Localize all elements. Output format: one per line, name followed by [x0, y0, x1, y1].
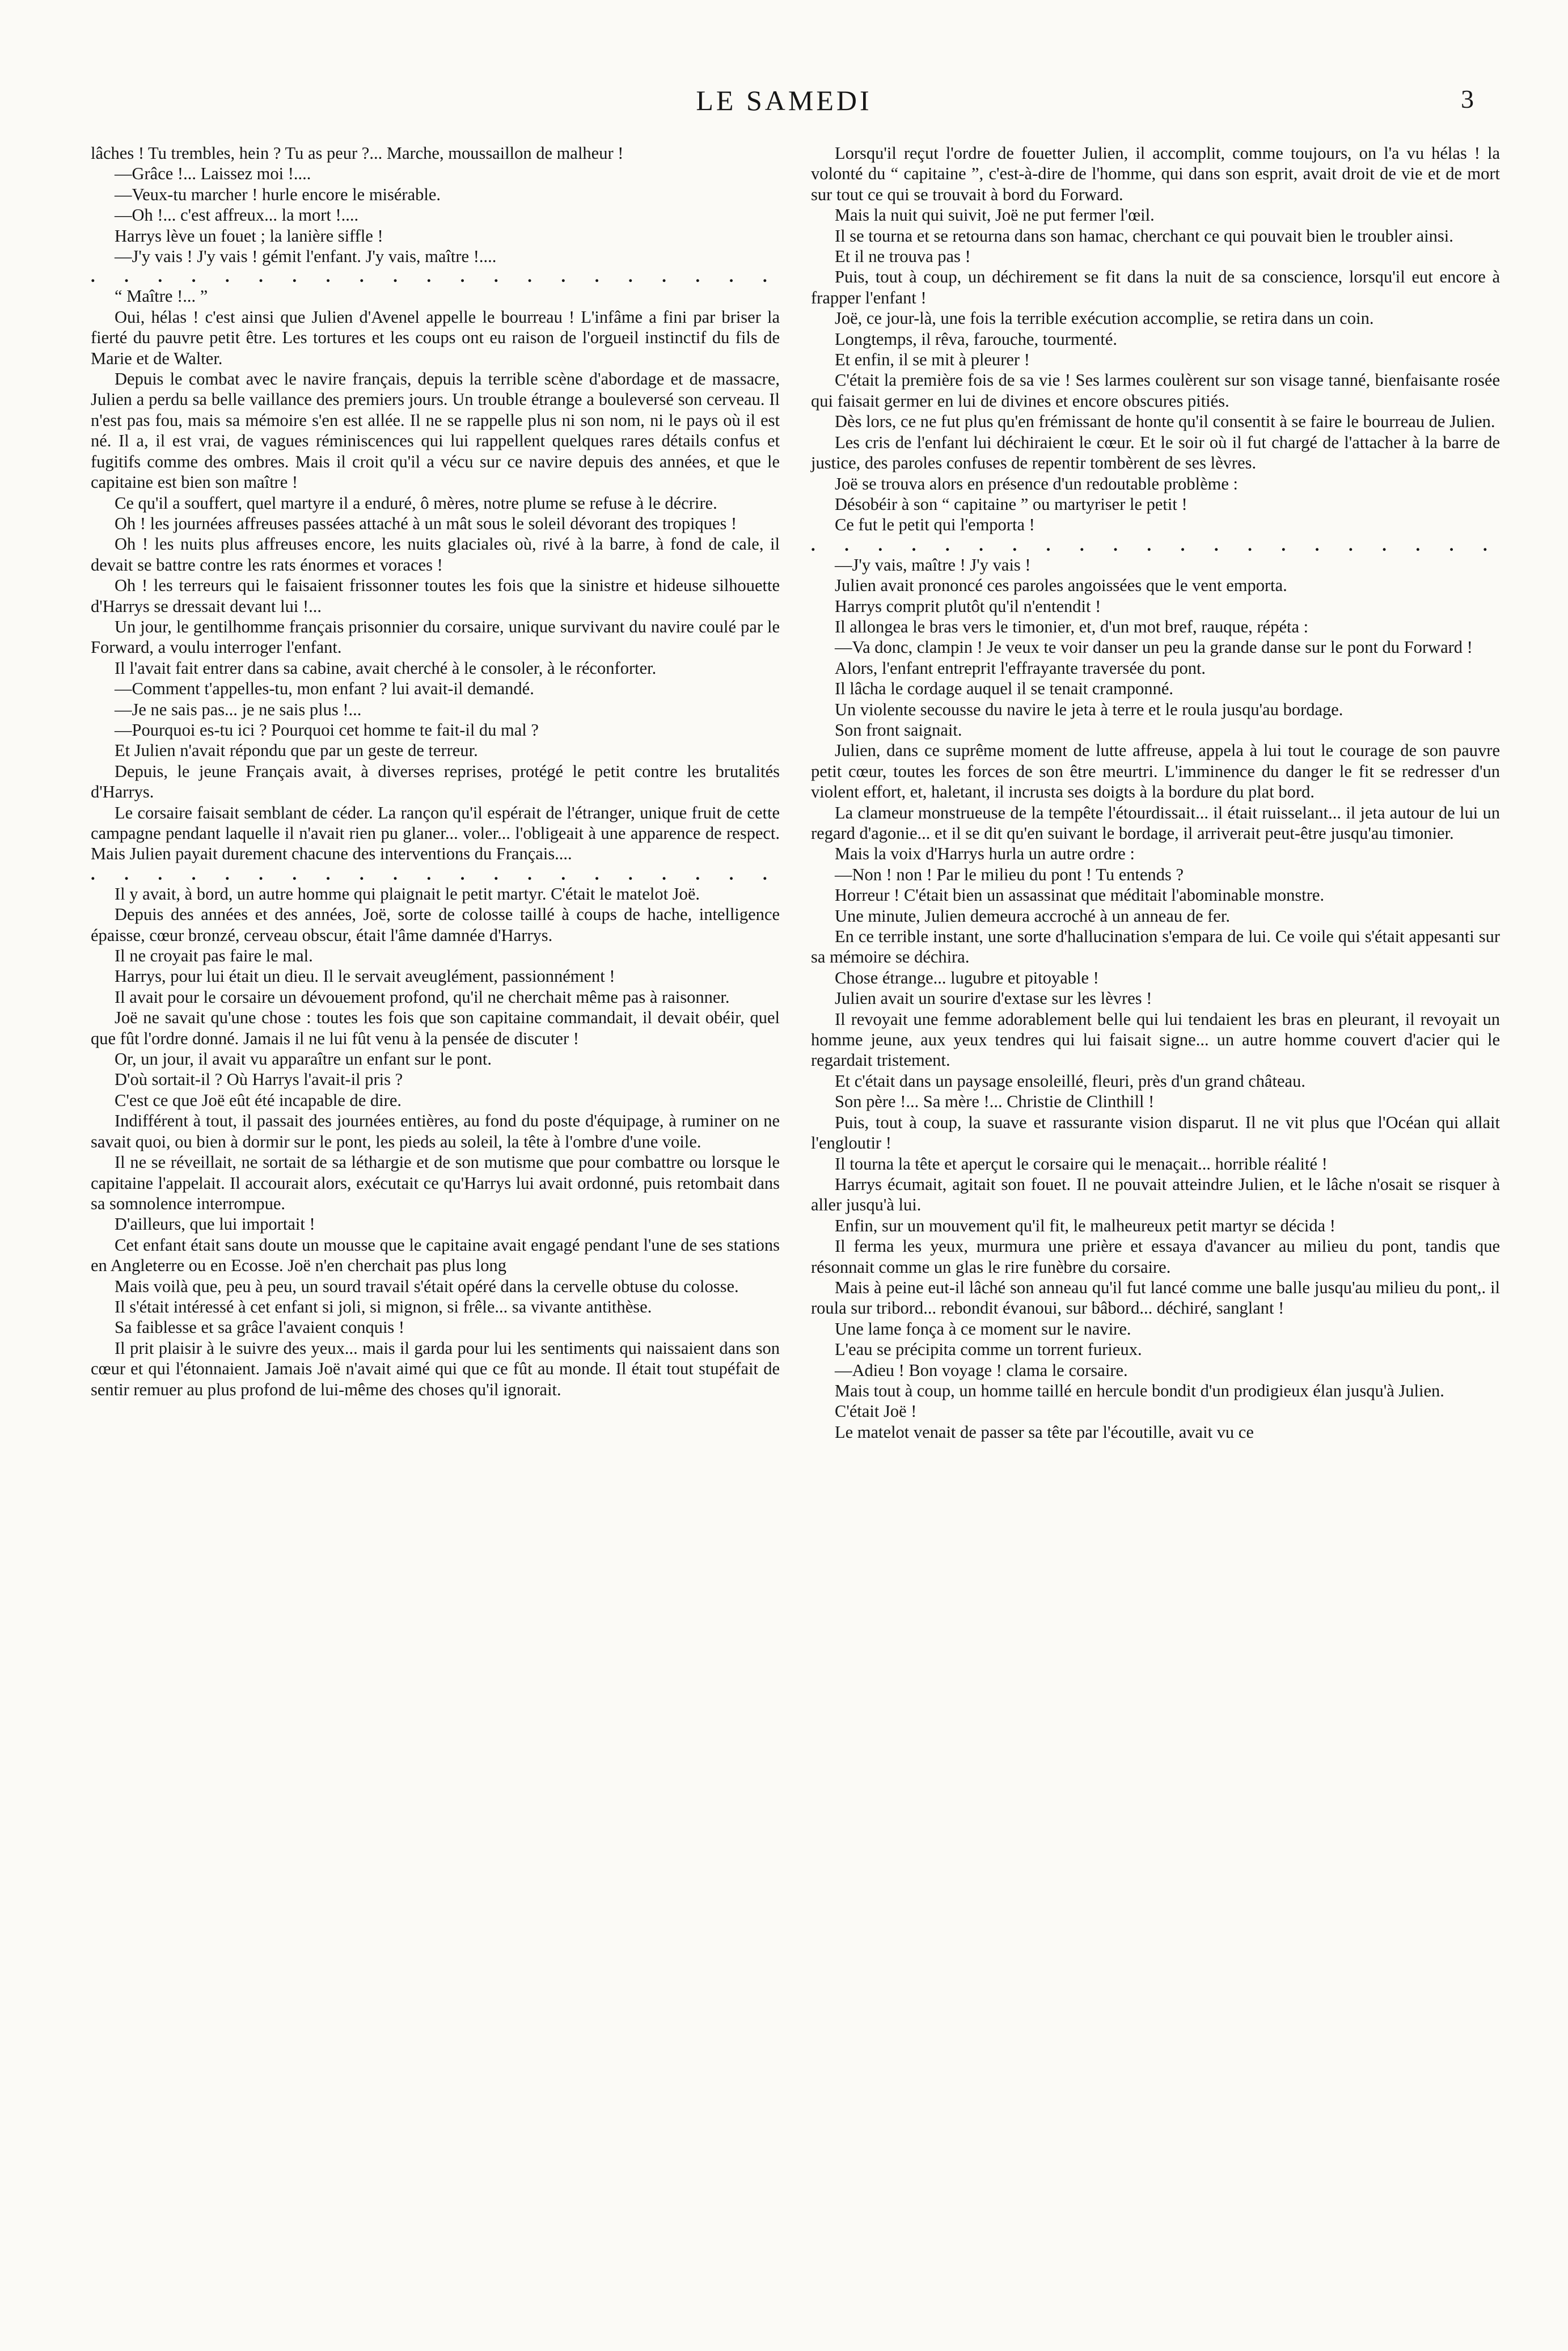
paragraph: Oui, hélas ! c'est ainsi que Julien d'Avenel appelle le bourreau ! L'infâme a fini par briser la fierté du pauvre petit être. Les tortures et les coups ont eu raison de l'orgueil instinctif du fils de Marie et de Walter. — [91, 307, 780, 368]
paragraph: C'est ce que Joë eût été incapable de dire. — [115, 1090, 401, 1110]
paragraph: Les cris de l'enfant lui déchiraient le cœur. Et le soir où il fut chargé de l'attacher à la barre de justice, des paroles confuses de repentir tombèrent de ses lèvres. — [811, 432, 1500, 473]
paragraph: Il allongea le bras vers le timonier, et, d'un mot bref, rauque, répéta : — [835, 617, 1309, 636]
paragraph: D'ailleurs, que lui importait ! — [115, 1214, 315, 1234]
paragraph: Sa faiblesse et sa grâce l'avaient conquis ! — [115, 1318, 405, 1337]
paragraph: —Va donc, clampin ! Je veux te voir danser un peu la grande danse sur le pont du Forward ! — [835, 638, 1473, 657]
paragraph: Puis, tout à coup, la suave et rassurante vision disparut. Il ne vit plus que l'Océan qui allait l'engloutir ! — [811, 1112, 1500, 1153]
section-separator — [811, 535, 1500, 555]
paragraph: —J'y vais, maître ! J'y vais ! — [835, 555, 1031, 575]
paragraph: Harrys, pour lui était un dieu. Il le servait aveuglément, passionnément ! — [115, 966, 615, 986]
paragraph: Il ne se réveillait, ne sortait de sa léthargie et de son mutisme que pour combattre ou lorsque le capitaine l'appelait. Il accourait alors, exécutait ce qu'Harrys lui avait ordonné, puis retombait dans sa somnolence interrompue. — [91, 1153, 780, 1213]
paragraph: Mais la nuit qui suivit, Joë ne put fermer l'œil. — [835, 205, 1155, 225]
paragraph: Une lame fonça à ce moment sur le navire. — [835, 1319, 1131, 1339]
paragraph: —Je ne sais pas... je ne sais plus !... — [115, 699, 362, 719]
paragraph: —J'y vais ! J'y vais ! gémit l'enfant. J'y vais, maître !.... — [115, 247, 497, 267]
paragraph: Depuis le combat avec le navire français, depuis la terrible scène d'abordage et de massacre, Julien a perdu sa belle vaillance des premiers jours. Un trouble étrange a bouleversé son cerveau. Il n'est pas fou, mais sa mémoire s'en est allée. Il ne se rappelle plus ni son nom, ni le pays où il est né. Il a, il est vrai, de vagues réminiscences qui lui rappellent quelques rares détails confus et fugitifs comme des ombres. Mais il croit qu'il a vécu sur ce navire depuis des années, et que le capitaine est bien son maître ! — [91, 369, 780, 492]
paragraph: Ce fut le petit qui l'emporta ! — [835, 515, 1035, 535]
section-separator — [91, 267, 780, 286]
paragraph: —Adieu ! Bon voyage ! clama le corsaire. — [835, 1360, 1128, 1380]
paragraph: Oh ! les terreurs qui le faisaient frissonner toutes les fois que la sinistre et hideuse silhouette d'Harrys se dressait devant lui !... — [91, 576, 780, 616]
paragraph: Oh ! les journées affreuses passées attaché à un mât sous le soleil dévorant des tropiques ! — [115, 513, 737, 533]
paragraph: D'où sortait-il ? Où Harrys l'avait-il pris ? — [115, 1070, 403, 1090]
paragraph: lâches ! Tu trembles, hein ? Tu as peur ?... Marche, moussaillon de malheur ! — [91, 143, 624, 163]
paragraph: Et Julien n'avait répondu que par un geste de terreur. — [115, 741, 478, 761]
paragraph: Oh ! les nuits plus affreuses encore, les nuits glaciales où, rivé à la barre, à fond de cale, il devait se battre contre les rats énormes et voraces ! — [91, 534, 780, 575]
paragraph: Il avait pour le corsaire un dévouement profond, qu'il ne cherchait même pas à raisonner. — [115, 987, 730, 1007]
paragraph: —Non ! non ! Par le milieu du pont ! Tu entends ? — [835, 864, 1184, 884]
paragraph: Mais à peine eut-il lâché son anneau qu'il fut lancé comme une balle jusqu'au milieu du pont,. il roula sur tribord... rebondit évanoui, sur bâbord... déchiré, sanglant ! — [811, 1277, 1500, 1318]
paragraph: Julien avait prononcé ces paroles angoissées que le vent emporta. — [835, 576, 1287, 596]
paragraph: Un violente secousse du navire le jeta à terre et le roula jusqu'au bordage. — [835, 699, 1343, 719]
paragraph: C'était la première fois de sa vie ! Ses larmes coulèrent sur son visage tanné, bienfaisante rosée qui faisait germer en lui de divines et encore obscures pitiés. — [811, 370, 1500, 411]
paragraph: Un jour, le gentilhomme français prisonnier du corsaire, unique survivant du navire coulé par le Forward, a voulu interroger l'enfant. — [91, 617, 780, 657]
left-text-column — [91, 143, 780, 1400]
paragraph: Il revoyait une femme adorablement belle qui lui tendaient les bras en pleurant, il revoyait un homme jeune, aux yeux tendres qui lui faisait signe... un autre homme couvert d'acier qui le regardait tristement. — [811, 1009, 1500, 1070]
paragraph: Le corsaire faisait semblant de céder. La rançon qu'il espérait de l'étranger, unique fruit de cette campagne pendant laquelle il n'avait rien pu glaner... voler... l'obligeait à une apparence de respect. Mais Julien payait durement chacune des interventions du Français.... — [91, 803, 780, 864]
paragraph: Or, un jour, il avait vu apparaître un enfant sur le pont. — [115, 1049, 492, 1069]
paragraph: Lorsqu'il reçut l'ordre de fouetter Julien, il accomplit, comme toujours, on l'a vu hélas ! la volonté du “ capitaine ”, c'est-à-dire de l'homme, qui dans son esprit, avait droit de vie et de mort sur tout ce qui se trouvait à bord du Forward. — [811, 143, 1500, 204]
paragraph: —Grâce !... Laissez moi !.... — [115, 164, 311, 184]
paragraph: Il s'était intéressé à cet enfant si joli, si mignon, si frêle... sa vivante antithèse. — [115, 1297, 652, 1316]
paragraph: Et c'était dans un paysage ensoleillé, fleuri, près d'un grand château. — [835, 1071, 1305, 1091]
right-text-column — [811, 143, 1500, 1442]
paragraph: Julien, dans ce suprême moment de lutte affreuse, appela à lui tout le courage de son pauvre petit cœur, toutes les forces de son être meurtri. L'imminence du danger le fit se redresser d'un violent effort, et, haletant, il incrusta ses doigts à la bordure du plat bord. — [811, 741, 1500, 802]
paragraph: Son père !... Sa mère !... Christie de Clinthill ! — [835, 1092, 1155, 1112]
paragraph: —Pourquoi es-tu ici ? Pourquoi cet homme te fait-il du mal ? — [115, 720, 539, 740]
paragraph: Mais la voix d'Harrys hurla un autre ordre : — [835, 844, 1135, 864]
paragraph: Cet enfant était sans doute un mousse que le capitaine avait engagé pendant l'une de ses stations en Angleterre ou en Ecosse. Joë n'en cherchait pas plus long — [91, 1235, 780, 1276]
paragraph: L'eau se précipita comme un torrent furieux. — [835, 1340, 1142, 1360]
paragraph: —Comment t'appelles-tu, mon enfant ? lui avait-il demandé. — [115, 679, 534, 699]
paragraph: Joë se trouva alors en présence d'un redoutable problème : — [835, 474, 1238, 493]
paragraph: Indifférent à tout, il passait des journées entières, au fond du poste d'équipage, à ruminer on ne savait quoi, ou bien à dormir sur le pont, les pieds au soleil, la tête à l'ombre d'une voile. — [91, 1111, 780, 1151]
paragraph: Harrys comprit plutôt qu'il n'entendit ! — [835, 596, 1101, 616]
paragraph: Il tourna la tête et aperçut le corsaire qui le menaçait... horrible réalité ! — [835, 1154, 1328, 1174]
paragraph: Chose étrange... lugubre et pitoyable ! — [835, 968, 1099, 987]
page-title: LE SAMEDI — [696, 85, 872, 116]
paragraph: En ce terrible instant, une sorte d'hallucination s'empara de lui. Ce voile qui s'était appesanti sur sa mémoire se déchira. — [811, 927, 1500, 967]
paragraph: Il ferma les yeux, murmura une prière et essaya d'avancer au milieu du pont, tandis que résonnait comme un glas le rire funèbre du corsaire. — [811, 1236, 1500, 1277]
paragraph: Le matelot venait de passer sa tête par l'écoutille, avait vu ce — [835, 1422, 1254, 1442]
paragraph: Il se tourna et se retourna dans son hamac, cherchant ce qui pouvait bien le troubler ainsi. — [835, 226, 1453, 246]
paragraph: Et enfin, il se mit à pleurer ! — [835, 350, 1030, 370]
paragraph: Il prit plaisir à le suivre des yeux... mais il garda pour lui les sentiments qui naissaient dans son cœur et qui l'étonnaient. Jamais Joë n'avait aimé qui que ce fût au monde. Il était tout stupéfait de sentir remuer au plus profond de lui-même des choses qu'il ignorait. — [91, 1338, 780, 1399]
page-number: 3 — [1461, 85, 1474, 113]
paragraph: Longtemps, il rêva, farouche, tourmenté. — [835, 329, 1117, 349]
paragraph: Mais tout à coup, un homme taillé en hercule bondit d'un prodigieux élan jusqu'à Julien. — [835, 1381, 1444, 1400]
paragraph: Puis, tout à coup, un déchirement se fit dans la nuit de sa conscience, lorsqu'il eut encore à frapper l'enfant ! — [811, 267, 1500, 307]
page-header — [91, 84, 1477, 129]
paragraph: Julien avait un sourire d'extase sur les lèvres ! — [835, 989, 1152, 1008]
paragraph: Son front saignait. — [835, 720, 962, 740]
paragraph: Dès lors, ce ne fut plus qu'en frémissant de honte qu'il consentit à se faire le bourreau de Julien. — [835, 412, 1495, 432]
paragraph: Horreur ! C'était bien un assassinat que méditait l'abominable monstre. — [835, 885, 1325, 905]
paragraph: Depuis, le jeune Français avait, à diverses reprises, protégé le petit contre les brutalités d'Harrys. — [91, 761, 780, 802]
paragraph: Harrys lève un fouet ; la lanière siffle ! — [115, 226, 383, 246]
paragraph: —Veux-tu marcher ! hurle encore le misérable. — [115, 184, 441, 204]
paragraph: Et il ne trouva pas ! — [835, 247, 971, 267]
paragraph: Désobéir à son “ capitaine ” ou martyriser le petit ! — [835, 494, 1187, 514]
paragraph: Depuis des années et des années, Joë, sorte de colosse taillé à coups de hache, intelligence épaisse, cœur bronzé, cerveau obscur, était l'âme damnée d'Harrys. — [91, 905, 780, 945]
paragraph: Il l'avait fait entrer dans sa cabine, avait cherché à le consoler, à le réconforter. — [115, 658, 657, 678]
paragraph: Il lâcha le cordage auquel il se tenait cramponné. — [835, 679, 1174, 699]
paragraph: Enfin, sur un mouvement qu'il fit, le malheureux petit martyr se décida ! — [835, 1215, 1335, 1235]
paragraph: Joë, ce jour-là, une fois la terrible exécution accomplie, se retira dans un coin. — [835, 309, 1374, 328]
section-separator — [91, 864, 780, 884]
paragraph: Ce qu'il a souffert, quel martyre il a enduré, ô mères, notre plume se refuse à le décrire. — [115, 493, 717, 513]
paragraph: C'était Joë ! — [835, 1402, 917, 1421]
paragraph: Une minute, Julien demeura accroché à un anneau de fer. — [835, 906, 1230, 926]
paragraph: Harrys écumait, agitait son fouet. Il ne pouvait atteindre Julien, et le lâche n'osait se risquer à aller jusqu'à lui. — [811, 1174, 1500, 1215]
paragraph: —Oh !... c'est affreux... la mort !.... — [115, 205, 359, 225]
paragraph: Alors, l'enfant entreprit l'effrayante traversée du pont. — [835, 658, 1206, 678]
paragraph: Il y avait, à bord, un autre homme qui plaignait le petit martyr. C'était le matelot Joë. — [115, 884, 700, 904]
paragraph: Mais voilà que, peu à peu, un sourd travail s'était opéré dans la cervelle obtuse du colosse. — [115, 1276, 739, 1296]
paragraph: “ Maître !... ” — [115, 286, 208, 306]
paragraph: La clameur monstrueuse de la tempête l'étourdissait... il était ruisselant... il jeta autour de lui un regard d'agonie... et il se dit qu'en suivant le bordage, il arriverait peut-être jusqu'au timonier. — [811, 803, 1500, 843]
paragraph: Il ne croyait pas faire le mal. — [115, 946, 313, 966]
paragraph: Joë ne savait qu'une chose : toutes les fois que son capitaine commandait, il devait obéir, quel que fût l'ordre donné. Jamais il ne lui fût venu à la pensée de discuter ! — [91, 1008, 780, 1048]
